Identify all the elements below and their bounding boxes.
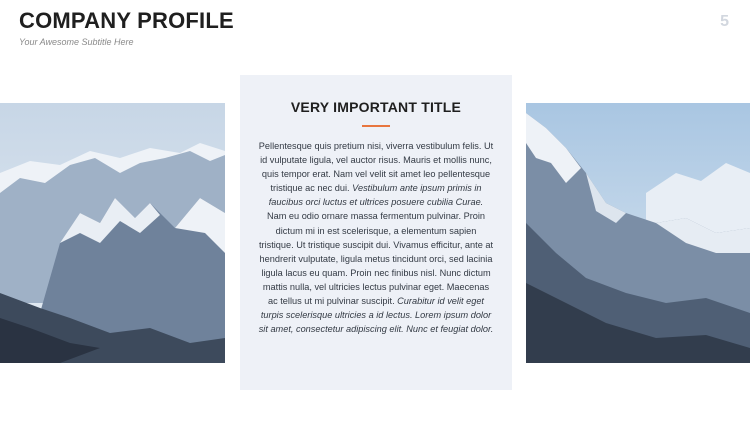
content-card <box>240 75 512 390</box>
page-number: 5 <box>720 13 729 30</box>
slide-subtitle: Your Awesome Subtitle Here <box>19 37 134 47</box>
accent-divider <box>362 125 390 127</box>
body-text-4: Curabitur id velit eget turpis scelerisque ultricies a id lectus. Lorem ipsum dolor sit amet, consectetur adipiscing elit. Nunc et feugiat dolor. <box>258 296 494 335</box>
slide-title: COMPANY PROFILE <box>19 8 234 33</box>
mountain-photo-left <box>0 103 225 363</box>
mountain-photo-right <box>526 103 750 363</box>
body-text-1: Pellentesque quis pretium nisi, viverra vestibulum felis. Ut id vulputate ligula, vel auctor risus. Mauris et mollis nunc, quis tempor erat. Nam vel velit sit amet leo pellentesque tristique ac nec dui. <box>258 141 494 194</box>
body-text-3: Nam eu odio ornare massa fermentum pulvinar. Proin dictum mi in est scelerisque, a elementum sapien tristique. Ut tristique suscipit dui. Vivamus efficitur, ante at hendrerit vulputate, ligula metus tincidunt orci, sed lacinia ligula lacus eu quam. Proin nec finibus nisl. Nunc dictum mattis nulla, vel ultricies lectus pulvinar eget. Maecenas ac tellus ut mi pulvinar suscipit. <box>258 211 494 307</box>
card-body-text <box>258 139 494 336</box>
body-text-2: Vestibulum ante ipsum primis in faucibus orci luctus et ultrices posuere cubilia Curae. <box>268 183 484 208</box>
card-title: VERY IMPORTANT TITLE <box>290 99 462 115</box>
